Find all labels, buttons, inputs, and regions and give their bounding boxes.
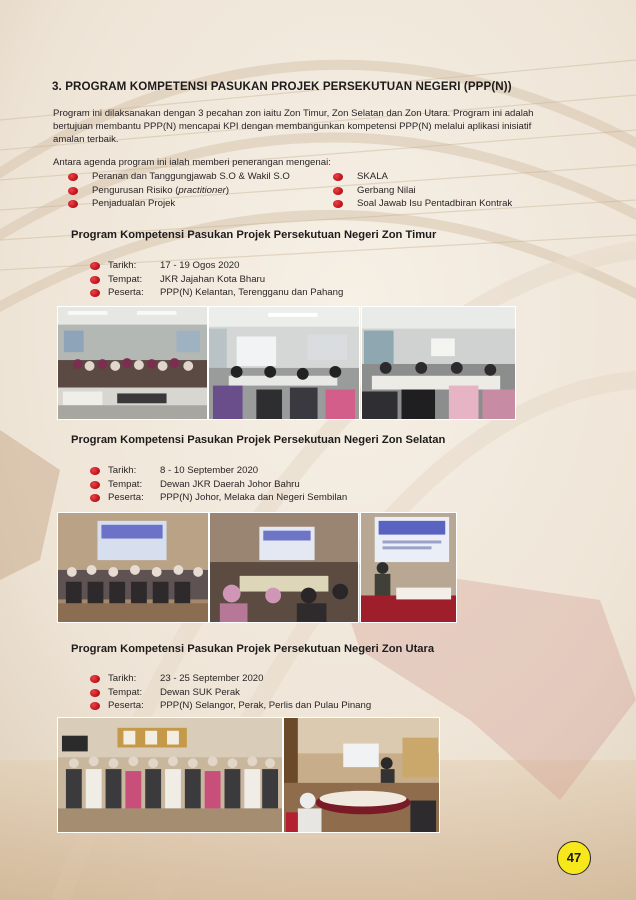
zone-details-utara — [90, 672, 371, 713]
zone-title-timur: Program Kompetensi Pasukan Projek Persekutuan Negeri Zon Timur — [71, 229, 437, 241]
detail-row: Tempat: Dewan JKR Daerah Johor Bahru — [90, 478, 347, 492]
bullet-icon — [90, 494, 100, 502]
photo-selatan-group — [57, 512, 209, 623]
bullet-icon — [90, 689, 100, 697]
detail-row: Peserta: PPP(N) Kelantan, Terengganu dan Pahang — [90, 286, 343, 300]
bullet-icon — [90, 467, 100, 475]
intro-line: amalan terbaik. — [53, 134, 119, 145]
bullet-icon — [333, 187, 343, 195]
bullet-icon — [68, 173, 78, 181]
photo-timur-discussion — [361, 306, 516, 420]
intro-line: bertujuan membantu PPP(N) mencapai KPI dengan membangunkan kompetensi PPP(N) melalui aplikasi inisiatif — [53, 121, 532, 132]
zone-title-utara: Program Kompetensi Pasukan Projek Persekutuan Negeri Zon Utara — [71, 643, 435, 655]
intro-line: Program ini dilaksanakan dengan 3 pecahan zon iaitu Zon Timur, Zon Selatan dan Zon Utara. Program ini adalah — [53, 108, 534, 119]
detail-row: Tarikh: 8 - 10 September 2020 — [90, 464, 347, 478]
bullet-icon — [90, 289, 100, 297]
bullet-icon — [333, 173, 343, 181]
agenda-item: SKALA — [333, 170, 512, 184]
photo-utara-session — [283, 717, 440, 833]
zone-details-selatan — [90, 464, 347, 505]
bullet-icon — [90, 702, 100, 710]
agenda-item: Gerbang Nilai — [333, 184, 512, 198]
agenda-intro: Antara agenda program ini ialah memberi penerangan mengenai: — [53, 157, 331, 168]
agenda-item: Peranan dan Tanggungjawab S.O & Wakil S.O — [68, 170, 290, 184]
zone-details-timur — [90, 259, 343, 300]
detail-row: Tempat: Dewan SUK Perak — [90, 686, 371, 700]
photo-timur-session — [208, 306, 360, 420]
photo-selatan-presenter — [360, 512, 457, 623]
detail-row: Tarikh: 17 - 19 Ogos 2020 — [90, 259, 343, 273]
bullet-icon — [90, 481, 100, 489]
detail-row: Tarikh: 23 - 25 September 2020 — [90, 672, 371, 686]
photo-selatan-session — [209, 512, 359, 623]
bullet-icon — [90, 262, 100, 270]
agenda-list-left — [68, 170, 290, 211]
section-heading: 3. PROGRAM KOMPETENSI PASUKAN PROJEK PERSEKUTUAN NEGERI (PPP(N)) — [52, 80, 512, 93]
bullet-icon — [90, 675, 100, 683]
bullet-icon — [68, 200, 78, 208]
detail-row: Tempat: JKR Jajahan Kota Bharu — [90, 273, 343, 287]
agenda-list-right — [333, 170, 512, 211]
photo-utara-group — [57, 717, 283, 833]
agenda-item: Soal Jawab Isu Pentadbiran Kontrak — [333, 197, 512, 211]
bullet-icon — [333, 200, 343, 208]
bullet-icon — [68, 187, 78, 195]
zone-title-selatan: Program Kompetensi Pasukan Projek Persekutuan Negeri Zon Selatan — [71, 434, 446, 446]
page-number-badge: 47 — [557, 841, 591, 875]
agenda-item: Pengurusan Risiko (practitioner) — [68, 184, 290, 198]
detail-row: Peserta: PPP(N) Selangor, Perak, Perlis dan Pulau Pinang — [90, 699, 371, 713]
agenda-item: Penjadualan Projek — [68, 197, 290, 211]
photo-timur-group — [57, 306, 208, 420]
bullet-icon — [90, 276, 100, 284]
intro-paragraph — [53, 107, 603, 146]
detail-row: Peserta: PPP(N) Johor, Melaka dan Negeri Sembilan — [90, 491, 347, 505]
